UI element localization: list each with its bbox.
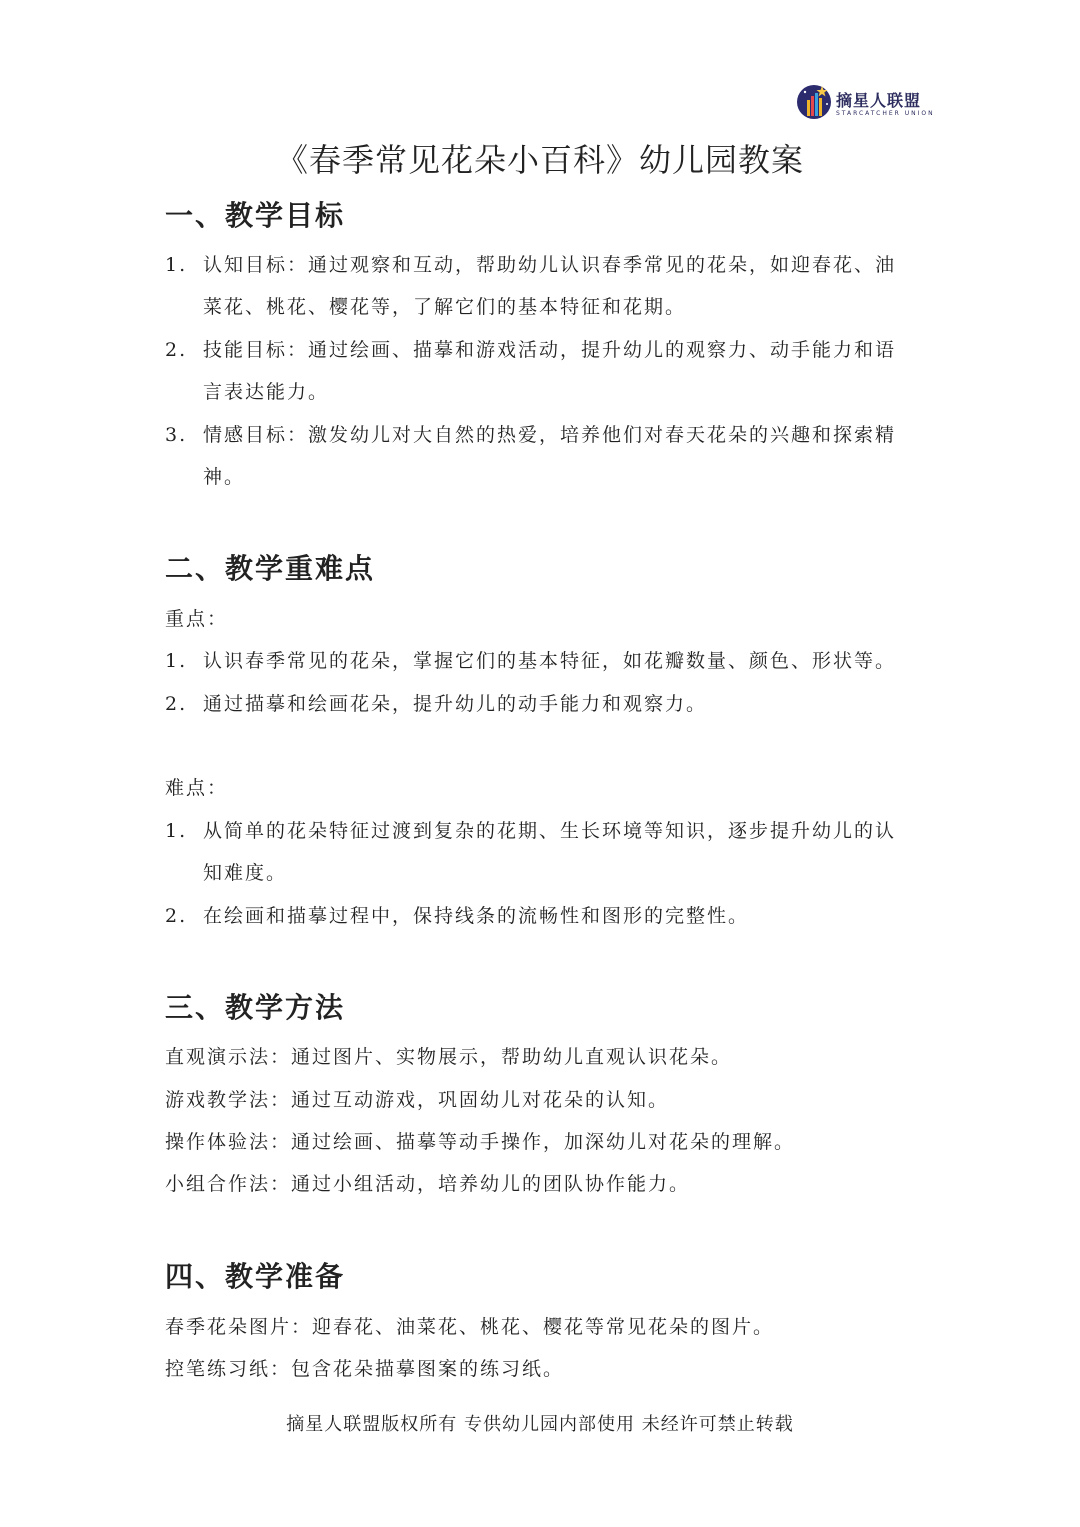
copyright-footer: 摘星人联盟版权所有 专供幼儿园内部使用 未经许可禁止转载 [286, 1414, 794, 1435]
document-title: 《春季常见花朵小百科》幼儿园教案 [275, 141, 804, 179]
star-hand-logo-icon [796, 82, 834, 122]
brand-logo [796, 80, 935, 124]
list-item [165, 901, 749, 931]
section-heading-teaching-methods: 三、教学方法 [165, 991, 346, 1024]
method-line: 小组合作法：通过小组活动，培养幼儿的团队协作能力。 [165, 1173, 691, 1195]
list-item [165, 816, 896, 846]
section-heading-teaching-preparation: 四、教学准备 [165, 1260, 346, 1293]
preparation-line: 控笔练习纸：包含花朵描摹图案的练习纸。 [165, 1358, 565, 1380]
list-number: 1. [165, 820, 188, 842]
logo-subtext: STARCATCHER UNION [836, 110, 935, 117]
list-item [165, 420, 896, 450]
key-points-label: 重点： [165, 608, 229, 630]
list-text: 技能目标：通过绘画、描摹和游戏活动，提升幼儿的观察力、动手能力和语 [203, 339, 897, 361]
method-line: 游戏教学法：通过互动游戏，巩固幼儿对花朵的认知。 [165, 1089, 670, 1111]
method-line: 直观演示法：通过图片、实物展示，帮助幼儿直观认识花朵。 [165, 1046, 733, 1068]
list-number: 1. [165, 650, 188, 672]
list-text: 认识春季常见的花朵，掌握它们的基本特征，如花瓣数量、颜色、形状等。 [203, 650, 897, 672]
list-number: 2. [165, 693, 188, 715]
list-text: 通过描摹和绘画花朵，提升幼儿的动手能力和观察力。 [203, 693, 708, 715]
section-heading-key-difficult-points: 二、教学重难点 [165, 552, 376, 585]
list-item [165, 646, 896, 676]
list-text: 认知目标：通过观察和互动，帮助幼儿认识春季常见的花朵，如迎春花、油 [203, 254, 897, 276]
list-number: 2. [165, 905, 188, 927]
list-number: 1. [165, 254, 188, 276]
list-item [165, 689, 707, 719]
list-item-continuation: 神。 [203, 466, 246, 488]
list-text: 情感目标：激发幼儿对大自然的热爱，培养他们对春天花朵的兴趣和探索精 [203, 424, 897, 446]
difficulty-label: 难点： [165, 777, 229, 799]
list-item-continuation: 知难度。 [203, 862, 288, 884]
list-number: 2. [165, 339, 188, 361]
section-heading-teaching-goals: 一、教学目标 [165, 199, 346, 232]
list-text: 从简单的花朵特征过渡到复杂的花期、生长环境等知识，逐步提升幼儿的认 [203, 820, 897, 842]
logo-text: 摘星人联盟 [836, 91, 922, 110]
list-item [165, 250, 896, 280]
list-item-continuation: 言表达能力。 [203, 381, 330, 403]
list-text: 在绘画和描摹过程中，保持线条的流畅性和图形的完整性。 [203, 905, 750, 927]
list-number: 3. [165, 424, 188, 446]
method-line: 操作体验法：通过绘画、描摹等动手操作，加深幼儿对花朵的理解。 [165, 1131, 796, 1153]
preparation-line: 春季花朵图片：迎春花、油菜花、桃花、樱花等常见花朵的图片。 [165, 1316, 775, 1338]
list-item [165, 335, 896, 365]
list-item-continuation: 菜花、桃花、樱花等，了解它们的基本特征和花期。 [203, 296, 687, 318]
